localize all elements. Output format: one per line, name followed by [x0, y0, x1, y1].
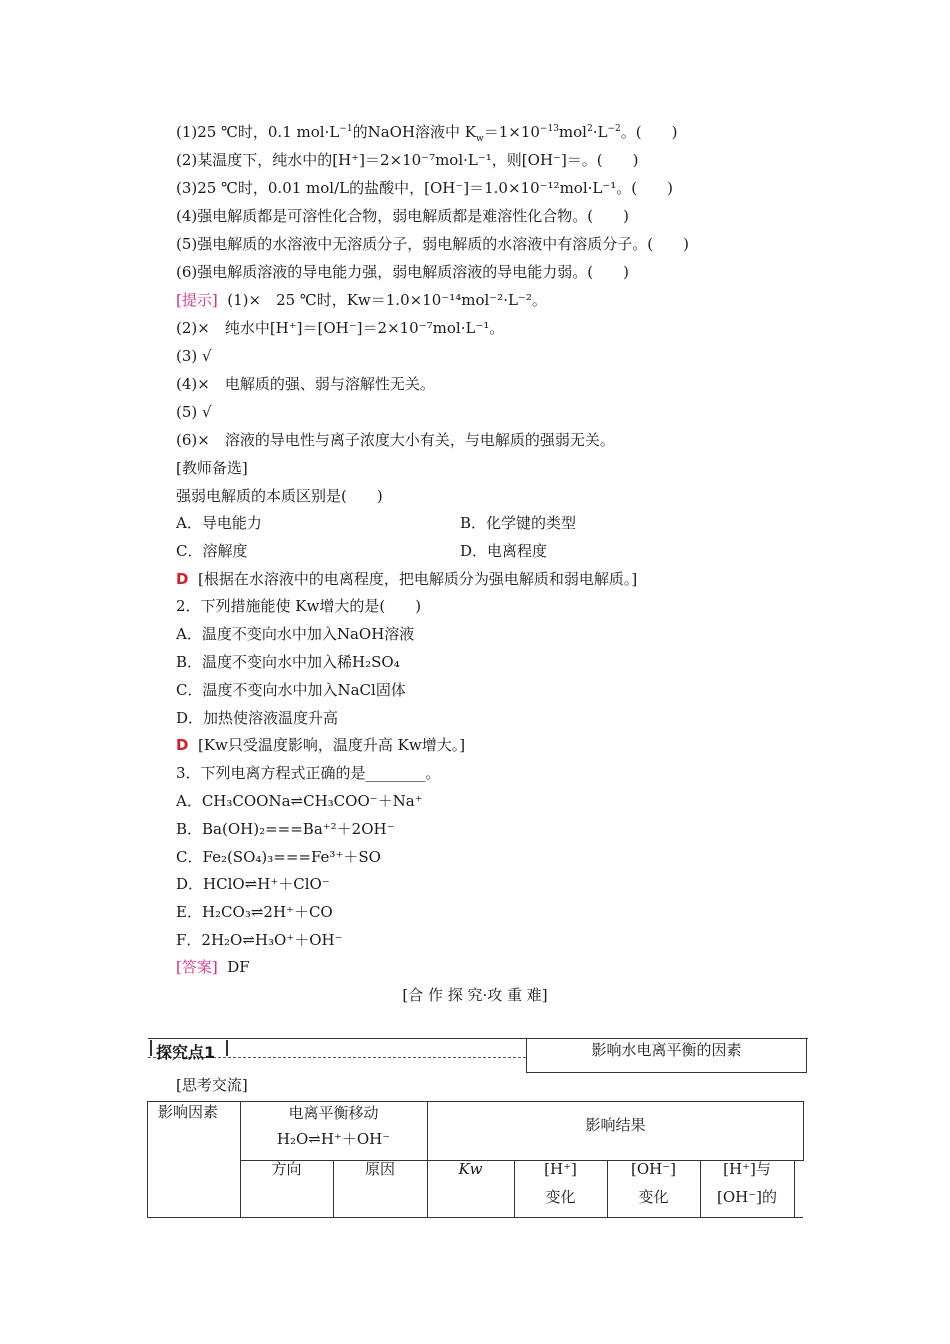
teacher-question: 强弱电解质的本质区别是( ) — [176, 487, 383, 505]
q2-option-c: C．温度不变向水中加入NaCl固体 — [176, 681, 406, 699]
header-reason: 原因 — [364, 1160, 395, 1178]
hint-5: (5) √ — [176, 403, 212, 421]
q3-option-b: B．Ba(OH)₂===Ba⁺²＋2OH⁻ — [176, 820, 395, 838]
explore-tag: 探究点1 — [156, 1043, 216, 1062]
think-label: [思考交流] — [176, 1076, 248, 1094]
header-oh-change-1: [OH⁻] — [631, 1160, 676, 1178]
q3-option-f: F．2H₂O⇌H₃O⁺＋OH⁻ — [176, 931, 343, 949]
teacher-label: [教师备选] — [176, 459, 248, 477]
header-shift: 电离平衡移动 — [288, 1104, 379, 1122]
hint-label: [提示] — [176, 291, 218, 309]
q3-option-c: C．Fe₂(SO₄)₃===Fe³⁺＋SO — [176, 848, 381, 866]
answer-letter: D — [176, 570, 189, 588]
section-heading: [合 作 探 究·攻 重 难] — [402, 986, 548, 1004]
hint-4: (4)× 电解质的强、弱与溶解性无关。 — [176, 375, 435, 393]
header-ratio-2: [OH⁻]的 — [716, 1188, 777, 1206]
q3-option-e: E．H₂CO₃⇌2H⁺＋CO — [176, 903, 333, 921]
question-1: (1)25 ℃时，0.1 $mol\cdot L^{-1}$的NaOH溶液中 $K_w=1\times 10^{-13}mol^2\cdot L^{-2}$。( ) — [176, 123, 678, 144]
explore-title: 影响水电离平衡的因素 — [591, 1041, 742, 1059]
hint-2: (2)× 纯水中[H⁺]＝[OH⁻]＝2×10⁻⁷mol·L⁻¹。 — [176, 319, 505, 337]
header-h-change-1: [H⁺] — [544, 1160, 577, 1178]
hint-3: (3) √ — [176, 347, 212, 365]
q3-stem: 3．下列电离方程式正确的是________。 — [176, 764, 441, 782]
q3-option-a: A．CH₃COONa⇌CH₃COO⁻＋Na⁺ — [176, 792, 423, 810]
header-ratio-1: [H⁺]与 — [723, 1160, 771, 1178]
answer-letter: D — [176, 736, 189, 754]
teacher-option-b: B．化学键的类型 — [460, 514, 577, 532]
teacher-answer: D [根据在水溶液中的电离程度，把电解质分为强电解质和弱电解质。] — [176, 570, 638, 588]
header-equation: H₂O⇌H⁺＋OH⁻ — [276, 1130, 391, 1148]
question-6: (6)强电解质溶液的导电能力强，弱电解质溶液的导电能力弱。( ) — [176, 263, 629, 281]
teacher-option-a: A．导电能力 — [176, 514, 262, 532]
header-direction: 方向 — [271, 1160, 302, 1178]
header-h-change-2: 变化 — [545, 1188, 576, 1206]
question-3: (3)25 ℃时，0.01 mol/L的盐酸中，[OH⁻]＝1.0×10⁻¹²mol·L⁻¹。( ) — [176, 179, 673, 197]
teacher-option-d: D．电离程度 — [460, 542, 548, 560]
teacher-option-c: C．溶解度 — [176, 542, 248, 560]
header-result: 影响结果 — [585, 1116, 646, 1134]
question-4: (4)强电解质都是可溶性化合物，弱电解质都是难溶性化合物。( ) — [176, 207, 629, 225]
answer-label: [答案] — [176, 958, 218, 976]
q2-option-a: A．温度不变向水中加入NaOH溶液 — [176, 625, 415, 643]
header-oh-change-2: 变化 — [638, 1188, 669, 1206]
hint-6: (6)× 溶液的导电性与离子浓度大小有关，与电解质的强弱无关。 — [176, 431, 615, 449]
question-5: (5)强电解质的水溶液中无溶质分子，弱电解质的水溶液中有溶质分子。( ) — [176, 235, 689, 253]
q3-answer: [答案] DF — [176, 958, 250, 976]
header-kw: Kw — [458, 1160, 483, 1178]
q2-option-b: B．温度不变向水中加入稀H₂SO₄ — [176, 653, 400, 671]
q2-option-d: D．加热使溶液温度升高 — [176, 709, 339, 727]
q2-answer: D [Kw只受温度影响，温度升高 Kw增大。] — [176, 736, 466, 754]
q3-option-d: D．HClO⇌H⁺＋ClO⁻ — [176, 875, 330, 893]
hint-1: [提示] (1)× 25 ℃时，Kw＝1.0×10⁻¹⁴mol⁻²·L⁻²。 — [176, 291, 547, 309]
header-factor: 影响因素 — [158, 1103, 219, 1121]
question-2: (2)某温度下，纯水中的[H⁺]＝2×10⁻⁷mol·L⁻¹，则[OH⁻]＝。( ) — [176, 151, 639, 169]
q2-stem: 2．下列措施能使 Kw增大的是( ) — [176, 597, 422, 615]
